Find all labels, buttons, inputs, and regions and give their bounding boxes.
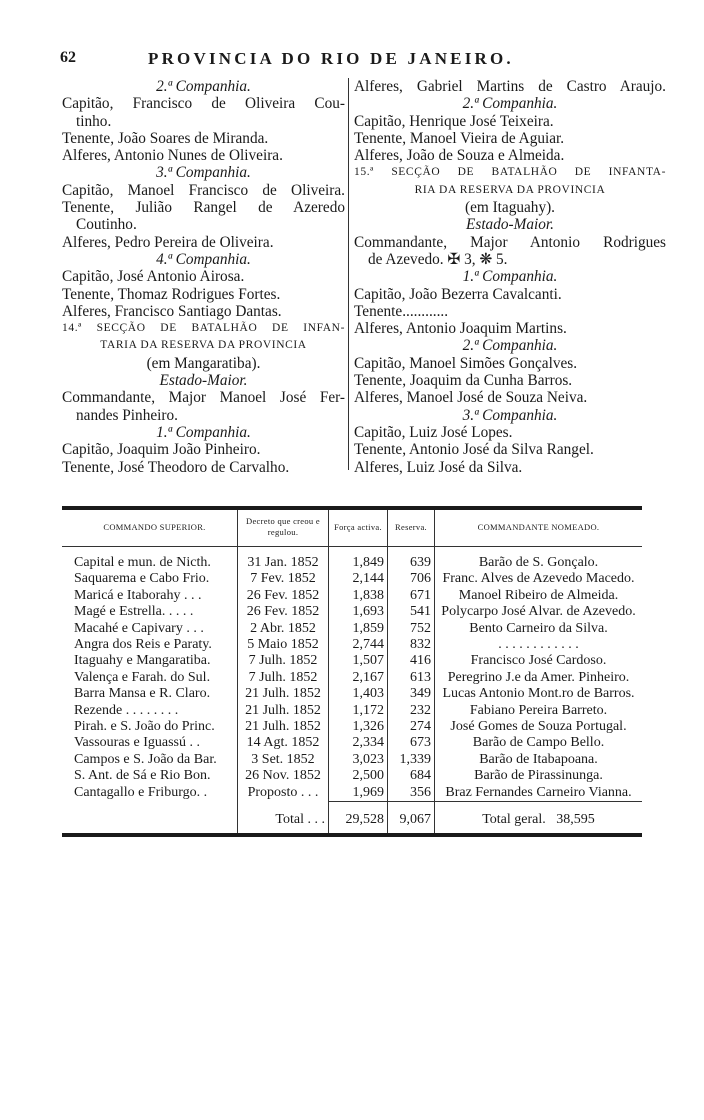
right-column-line: Estado-Maior. xyxy=(466,216,554,234)
page-header xyxy=(60,49,640,71)
forca-cell: 1,693 xyxy=(329,604,388,620)
right-column-line: Capitão, Manoel Simões Gonçalves. xyxy=(354,354,578,372)
right-column-line: de Azevedo. ✠ 3, ❋ 5. xyxy=(368,250,508,268)
left-column-line: 3.ª Companhia. xyxy=(156,164,251,182)
right-column-line: (em Itaguahy). xyxy=(464,199,556,217)
commando-table xyxy=(62,506,642,837)
reserva-cell: 541 xyxy=(388,604,435,620)
reserva-cell: 706 xyxy=(388,571,435,587)
right-column-line: Alferes, Gabriel Martins de Castro Araujo. xyxy=(354,78,666,95)
decreto-cell: 31 Jan. 1852 xyxy=(238,547,329,572)
commandante-cell: Barão de Itabapoana. xyxy=(435,752,643,768)
commando-cell: Campos e S. João da Bar. xyxy=(74,751,217,767)
decreto-cell: 3 Set. 1852 xyxy=(238,752,329,768)
table-row xyxy=(62,604,642,620)
table-row xyxy=(62,547,642,572)
table-row xyxy=(62,785,642,802)
commandante-cell: Peregrino J.e da Amer. Pinheiro. xyxy=(435,670,643,686)
left-column-line: Tenente, José Theodoro de Carvalho. xyxy=(62,458,290,476)
left-column-line: (em Mangaratiba). xyxy=(146,354,261,372)
right-column-line: 2.ª Companhia. xyxy=(462,337,558,355)
commando-cell: Capital e mun. de Nicth. xyxy=(74,555,211,570)
column-divider xyxy=(348,78,349,470)
reserva-cell: 684 xyxy=(388,768,435,784)
right-column-line: Tenente, Joaquim da Cunha Barros. xyxy=(354,372,573,390)
decreto-cell: 5 Maio 1852 xyxy=(238,637,329,653)
decreto-cell: 21 Julh. 1852 xyxy=(238,719,329,735)
reserva-cell: 274 xyxy=(388,719,435,735)
decreto-cell: 26 Fev. 1852 xyxy=(238,604,329,620)
left-column-line: Tenente, Thomaz Rodrigues Fortes. xyxy=(62,285,281,303)
left-column-line: tinho. xyxy=(76,112,112,130)
forca-cell: 1,507 xyxy=(329,653,388,669)
decreto-cell: 7 Julh. 1852 xyxy=(238,670,329,686)
header-commando: COMMANDO SUPERIOR. xyxy=(62,510,238,547)
commandante-cell: Lucas Antonio Mont.ro de Barros. xyxy=(435,686,643,702)
reserva-cell: 416 xyxy=(388,653,435,669)
total-reserva: 9,067 xyxy=(388,802,435,833)
forca-cell: 1,326 xyxy=(329,719,388,735)
left-column-line: Capitão, José Antonio Airosa. xyxy=(62,268,245,286)
commandante-cell: Franc. Alves de Azevedo Macedo. xyxy=(435,571,643,587)
commando-cell: Magé e Estrella. . . . . xyxy=(74,604,194,620)
reserva-cell: 673 xyxy=(388,735,435,751)
table-row xyxy=(62,703,642,719)
commando-cell: Vassouras e Iguassú . . xyxy=(74,735,200,751)
forca-cell: 1,969 xyxy=(329,785,388,802)
left-column-line: Commandante, Major Manoel José Fer- xyxy=(62,389,345,407)
right-column-line: 2.ª Companhia. xyxy=(462,95,558,113)
table-row xyxy=(62,571,642,587)
right-column-line: Tenente............ xyxy=(354,302,449,320)
commando-cell: Rezende . . . . . . . . xyxy=(74,702,179,718)
table-row xyxy=(62,719,642,735)
commandante-cell: Polycarpo José Alvar. de Azevedo. xyxy=(435,604,643,620)
left-column-line: Alferes, Pedro Pereira de Oliveira. xyxy=(62,233,274,251)
left-column xyxy=(62,78,345,476)
commandante-cell: José Gomes de Souza Portugal. xyxy=(435,719,643,735)
header-decreto: Decreto que creou e regulou. xyxy=(238,510,329,547)
left-column-line: Capitão, Francisco de Oliveira Cou- xyxy=(62,95,345,113)
commando-cell: Cantagallo e Friburgo. . xyxy=(74,784,208,800)
reserva-cell: 349 xyxy=(388,686,435,702)
table-row xyxy=(62,637,642,653)
commando-cell: Barra Mansa e R. Claro. xyxy=(74,686,211,702)
forca-cell: 1,849 xyxy=(329,547,388,572)
header-reserva: Reserva. xyxy=(388,510,435,547)
page-title: PROVINCIA DO RIO DE JANEIRO. xyxy=(148,49,514,68)
total-geral-label: Total geral. xyxy=(482,812,546,828)
decreto-cell: 21 Julh. 1852 xyxy=(238,686,329,702)
total-row xyxy=(62,802,642,833)
left-column-line: Capitão, Manoel Francisco de Oliveira. xyxy=(62,181,345,199)
reserva-cell: 1,339 xyxy=(388,752,435,768)
left-column-line: Alferes, Antonio Nunes de Oliveira. xyxy=(62,147,283,165)
commandante-cell: Barão de Campo Bello. xyxy=(435,735,643,751)
table-row xyxy=(62,768,642,784)
right-column-line: Alferes, Antonio Joaquim Martins. xyxy=(354,320,567,338)
table-row xyxy=(62,735,642,751)
commando-cell: Pirah. e S. João do Princ. xyxy=(74,719,215,735)
reserva-cell: 752 xyxy=(388,621,435,637)
decreto-cell: 14 Agt. 1852 xyxy=(238,735,329,751)
left-column-line: 2.ª Companhia. xyxy=(156,78,251,95)
left-column-line: Coutinho. xyxy=(76,216,137,234)
right-column-line: Alferes, Manoel José de Souza Neiva. xyxy=(354,389,588,407)
decreto-cell: Proposto . . . xyxy=(238,785,329,802)
commandante-cell: Barão de S. Gonçalo. xyxy=(435,547,643,572)
commando-cell: Itaguahy e Mangaratiba. xyxy=(74,653,211,669)
commandante-cell: . . . . . . . . . . . . xyxy=(435,637,643,653)
commando-cell: S. Ant. de Sá e Rio Bon. xyxy=(74,768,211,784)
reserva-cell: 832 xyxy=(388,637,435,653)
forca-cell: 1,172 xyxy=(329,703,388,719)
decreto-cell: 26 Nov. 1852 xyxy=(238,768,329,784)
left-column-line: Estado-Maior. xyxy=(159,372,248,390)
table-header-row xyxy=(62,510,642,547)
decreto-cell: 26 Fev. 1852 xyxy=(238,588,329,604)
right-column-line: Tenente, Antonio José da Silva Rangel. xyxy=(354,441,594,459)
forca-cell: 1,403 xyxy=(329,686,388,702)
decreto-cell: 2 Abr. 1852 xyxy=(238,621,329,637)
right-column-line: Tenente, Manoel Vieira de Aguiar. xyxy=(354,129,565,147)
table-row xyxy=(62,621,642,637)
forca-cell: 2,334 xyxy=(329,735,388,751)
decreto-cell: 7 Julh. 1852 xyxy=(238,653,329,669)
reserva-cell: 356 xyxy=(388,785,435,802)
left-column-line: 4.ª Companhia. xyxy=(156,250,251,268)
forca-cell: 1,859 xyxy=(329,621,388,637)
forca-cell: 2,500 xyxy=(329,768,388,784)
right-column-line: Capitão, Luiz José Lopes. xyxy=(354,423,513,441)
commandante-cell: Francisco José Cardoso. xyxy=(435,653,643,669)
table-row xyxy=(62,670,642,686)
forca-cell: 2,167 xyxy=(329,670,388,686)
left-column-line: nandes Pinheiro. xyxy=(76,406,178,424)
right-column-line: 1.ª Companhia. xyxy=(462,268,558,286)
left-column-line: 1.ª Companhia. xyxy=(156,423,251,441)
forca-cell: 2,744 xyxy=(329,637,388,653)
commando-cell: Saquarema e Cabo Frio. xyxy=(74,571,210,587)
header-commandante: COMMANDANTE NOMEADO. xyxy=(435,510,643,547)
page-number: 62 xyxy=(60,49,76,66)
table-row xyxy=(62,752,642,768)
left-column-line: TARIA DA RESERVA DA PROVINCIA xyxy=(100,339,307,352)
commandante-cell: Fabiano Pereira Barreto. xyxy=(435,703,643,719)
left-column-line: 14.ª SECÇÃO DE BATALHÃO DE INFAN- xyxy=(62,322,345,335)
total-geral-value: 38,595 xyxy=(556,812,595,828)
right-column-line: RIA DA RESERVA DA PROVINCIA xyxy=(414,183,606,196)
table-row xyxy=(62,588,642,604)
total-label: Total . . . xyxy=(238,802,329,833)
right-column-line: 3.ª Companhia. xyxy=(462,406,558,424)
table-bottom-rule xyxy=(62,833,642,837)
total-activa: 29,528 xyxy=(329,802,388,833)
reserva-cell: 671 xyxy=(388,588,435,604)
forca-cell: 3,023 xyxy=(329,752,388,768)
decreto-cell: 21 Julh. 1852 xyxy=(238,703,329,719)
right-column-line: Commandante, Major Antonio Rodrigues xyxy=(354,233,666,251)
right-column xyxy=(354,78,666,476)
commandante-cell: Manoel Ribeiro de Almeida. xyxy=(435,588,643,604)
commando-cell: Macahé e Capivary . . . xyxy=(74,620,204,636)
left-column-line: Tenente, João Soares de Miranda. xyxy=(62,129,269,147)
reserva-cell: 232 xyxy=(388,703,435,719)
right-column-line: Capitão, Henrique José Teixeira. xyxy=(354,112,554,130)
decreto-cell: 7 Fev. 1852 xyxy=(238,571,329,587)
table-row xyxy=(62,686,642,702)
commando-cell: Maricá e Itaborahy . . . xyxy=(74,587,202,603)
right-column-line: Alferes, João de Souza e Almeida. xyxy=(354,147,565,165)
commando-cell: Valença e Farah. do Sul. xyxy=(74,669,211,685)
commandante-cell: Bento Carneiro da Silva. xyxy=(435,621,643,637)
commandante-cell: Barão de Pirassinunga. xyxy=(435,768,643,784)
right-column-line: 15.ª SECÇÃO DE BATALHÃO DE INFANTA- xyxy=(354,166,666,179)
right-column-line: Capitão, João Bezerra Cavalcanti. xyxy=(354,285,562,303)
commandante-cell: Braz Fernandes Carneiro Vianna. xyxy=(435,785,643,802)
left-column-line: Tenente, Julião Rangel de Azeredo xyxy=(62,199,345,217)
table-row xyxy=(62,653,642,669)
commando-cell: Angra dos Reis e Paraty. xyxy=(74,637,212,653)
forca-cell: 1,838 xyxy=(329,588,388,604)
left-column-line: Alferes, Francisco Santiago Dantas. xyxy=(62,302,282,320)
reserva-cell: 639 xyxy=(388,547,435,572)
header-forca: Força activa. xyxy=(329,510,388,547)
right-column-line: Alferes, Luiz José da Silva. xyxy=(354,458,523,476)
reserva-cell: 613 xyxy=(388,670,435,686)
total-geral xyxy=(435,802,643,833)
left-column-line: Capitão, Joaquim João Pinheiro. xyxy=(62,441,261,459)
forca-cell: 2,144 xyxy=(329,571,388,587)
